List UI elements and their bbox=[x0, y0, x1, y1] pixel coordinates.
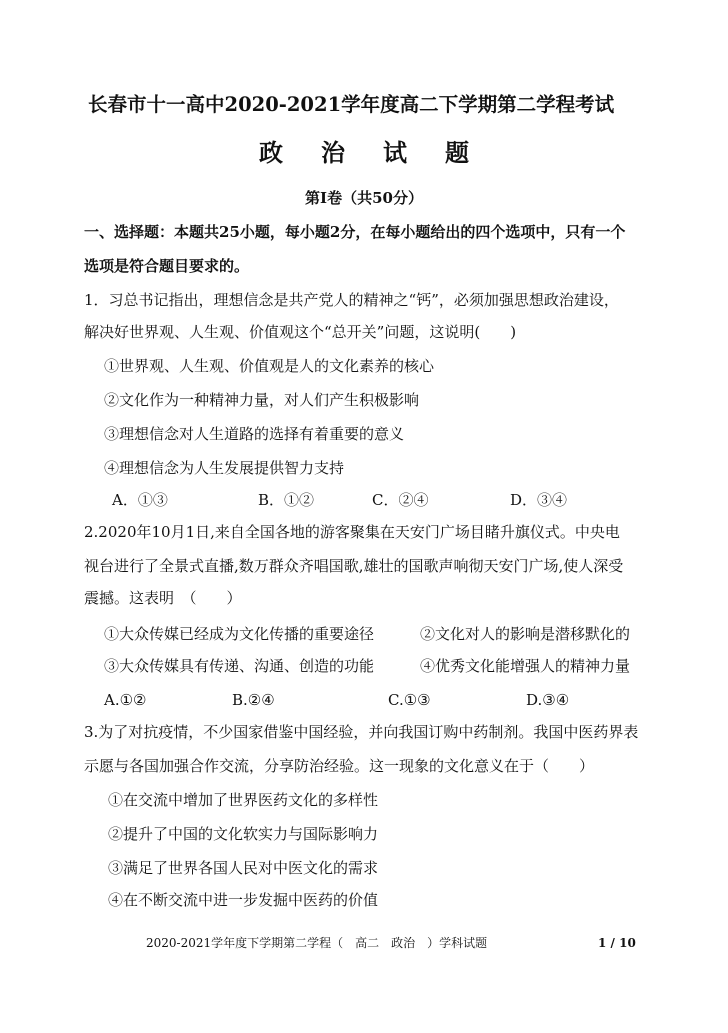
page-number: 1 / 10 bbox=[598, 936, 636, 950]
q2-item-1: ①大众传媒已经成为文化传播的重要途径 bbox=[104, 625, 375, 643]
q2-option-a: A.①② bbox=[104, 691, 147, 709]
q1-option-d: D．③④ bbox=[510, 491, 568, 509]
q3-item-4: ④在不断交流中进一步发掘中医药的价值 bbox=[108, 891, 379, 909]
q2-stem-line3: 震撼。这表明 （ ） bbox=[84, 589, 242, 607]
volume-heading: 第Ⅰ卷（共50分） bbox=[305, 189, 423, 207]
q3-stem-line2: 示愿与各国加强合作交流，分享防治经验。这一现象的文化意义在于（ ） bbox=[84, 757, 595, 775]
q1-item-2: ②文化作为一种精神力量，对人们产生积极影响 bbox=[104, 391, 420, 409]
q1-stem-line1: 1．习总书记指出，理想信念是共产党人的精神之“钙”，必须加强思想政治建设， bbox=[84, 291, 619, 309]
q2-stem-line2: 视台进行了全景式直播,数万群众齐唱国歌,雄壮的国歌声响彻天安门广场,使人深受 bbox=[84, 557, 624, 575]
q3-item-3: ③满足了世界各国人民对中医文化的需求 bbox=[108, 859, 379, 877]
exam-title: 长春市十一高中2020-2021学年度高二下学期第二学程考试 bbox=[88, 93, 615, 116]
footer-text: 2020-2021学年度下学期第二学程（ 高二 政治 ）学科试题 bbox=[146, 936, 488, 950]
subject-char: 试 bbox=[383, 138, 407, 167]
subject-char: 治 bbox=[321, 138, 345, 167]
q1-option-b: B．①② bbox=[258, 491, 315, 509]
q2-item-2: ②文化对人的影响是潜移默化的 bbox=[420, 625, 631, 643]
q2-option-d: D.③④ bbox=[526, 691, 570, 709]
q1-item-1: ①世界观、人生观、价值观是人的文化素养的核心 bbox=[104, 357, 435, 375]
section-instruction-line1: 一、选择题：本题共25小题，每小题2分，在每小题给出的四个选项中，只有一个 bbox=[84, 223, 626, 241]
subject-title bbox=[0, 138, 728, 168]
subject-char: 政 bbox=[259, 138, 283, 167]
q2-stem-line1: 2.2020年10月1日,来自全国各地的游客聚集在天安门广场目睹升旗仪式。中央电 bbox=[84, 523, 620, 541]
q2-option-c: C.①③ bbox=[388, 691, 431, 709]
q3-stem-line1: 3.为了对抗疫情，不少国家借鉴中国经验，并向我国订购中药制剂。我国中医药界表 bbox=[84, 723, 639, 741]
q2-item-3: ③大众传媒具有传递、沟通、创造的功能 bbox=[104, 657, 375, 675]
q3-item-2: ②提升了中国的文化软实力与国际影响力 bbox=[108, 825, 379, 843]
q2-option-b: B.②④ bbox=[232, 691, 275, 709]
q3-item-1: ①在交流中增加了世界医药文化的多样性 bbox=[108, 791, 379, 809]
section-instruction-line2: 选项是符合题目要求的。 bbox=[84, 257, 250, 275]
q2-item-4: ④优秀文化能增强人的精神力量 bbox=[420, 657, 631, 675]
q1-item-4: ④理想信念为人生发展提供智力支持 bbox=[104, 459, 345, 477]
q1-stem-line2: 解决好世界观、人生观、价值观这个“总开关”问题，这说明( ) bbox=[84, 323, 517, 341]
subject-char: 题 bbox=[445, 138, 469, 167]
q1-option-c: C．②④ bbox=[372, 491, 429, 509]
q1-option-a: A．①③ bbox=[112, 491, 168, 509]
q1-item-3: ③理想信念对人生道路的选择有着重要的意义 bbox=[104, 425, 405, 443]
